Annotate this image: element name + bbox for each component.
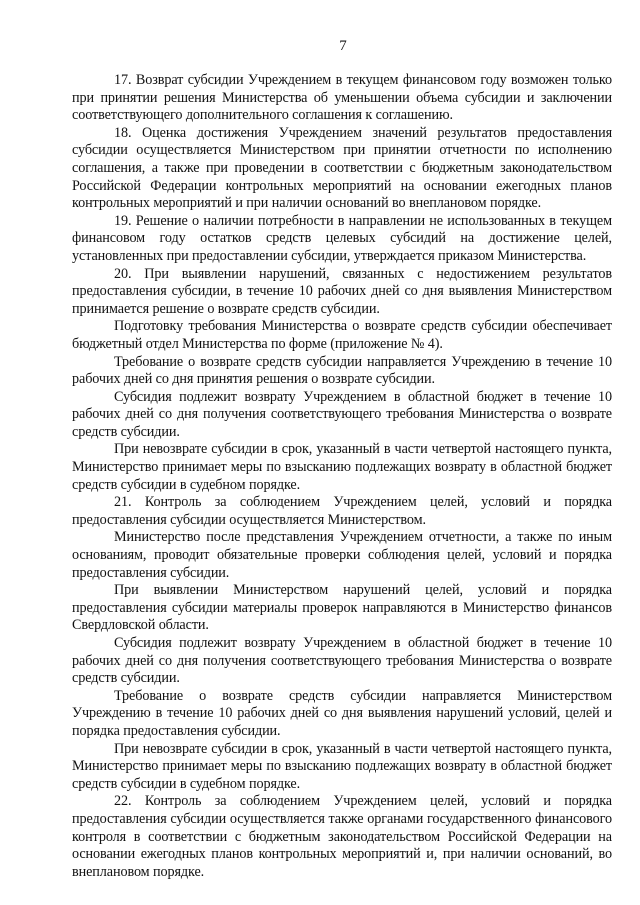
paragraph-20-part-2: Подготовку требования Министерства о возврате средств субсидии обеспечивает бюджетный отдел Министерства по форме (приложение № 4). <box>72 318 612 352</box>
paragraph-21: 21. Контроль за соблюдением Учреждением целей, условий и порядка предоставления субсидии осуществляется Министерством. <box>72 494 612 528</box>
paragraph-21-part-2: Министерство после представления Учреждением отчетности, а также по иным основаниям, проводит обязательные проверки соблюдения целей, условий и порядка предоставления субсидии. <box>72 529 612 581</box>
paragraph-20: 20. При выявлении нарушений, связанных с недостижением результатов предоставления субсидии, в течение 10 рабочих дней со дня выявления Министерством принимается решение о возврате средств субсидии. <box>72 265 612 317</box>
paragraph-20-part-4: Субсидия подлежит возврату Учреждением в областной бюджет в течение 10 рабочих дней со дня получения соответствующего требования Министерства о возврате средств субсидии. <box>72 388 612 440</box>
paragraph-22: 22. Контроль за соблюдением Учреждением целей, условий и порядка предоставления субсидии осуществляется также органами государственного финансового контроля в соответствии с бюджетным законодательством Российской Федерации на основании ежегодных планов контрольных мероприятий и, при наличии оснований, во внеплановом порядке. <box>72 793 612 880</box>
page-number: 7 <box>339 38 347 54</box>
paragraph-19: 19. Решение о наличии потребности в направлении не использованных в текущем финансовом году остатков средств целевых субсидий на достижение целей, установленных при предоставлении субсидии, утверждается приказом Министерства. <box>72 212 612 264</box>
paragraph-20-part-3: Требование о возврате средств субсидии направляется Учреждению в течение 10 рабочих дней со дня принятия решения о возврате субсидии. <box>72 353 612 388</box>
paragraph-17: 17. Возврат субсидии Учреждением в текущем финансовом году возможен только при принятии решения Министерства об уменьшении объема субсидии и заключении соответствующего дополнительного соглашения к соглашению. <box>72 72 612 124</box>
paragraph-18: 18. Оценка достижения Учреждением значений результатов предоставления субсидии осуществляется Министерством при принятии отчетности по исполнению соглашения, а также при проведении в соответствии с бюджетным законодательством Российской Федерации контрольных мероприятий на основании ежегодных планов контрольных мероприятий и при наличии оснований во внеплановом порядке. <box>72 124 612 212</box>
paragraph-21-part-5: Требование о возврате средств субсидии направляется Министерством Учреждению в течение 10 рабочих дней со дня выявления нарушений условий, целей и порядка предоставления субсидии. <box>72 687 612 739</box>
paragraph-20-part-5: При невозврате субсидии в срок, указанный в части четвертой настоящего пункта, Министерство принимает меры по взысканию подлежащих возврату в областной бюджет средств субсидии в судебном порядке. <box>72 441 612 493</box>
paragraph-21-part-4: Субсидия подлежит возврату Учреждением в областной бюджет в течение 10 рабочих дней со дня получения соответствующего требования Министерства о возврате средств субсидии. <box>72 635 612 687</box>
paragraph-21-part-3: При выявлении Министерством нарушений целей, условий и порядка предоставления субсидии материалы проверок направляются в Министерство финансов Свердловской области. <box>72 582 612 634</box>
document-body <box>72 72 612 881</box>
paragraph-21-part-6: При невозврате субсидии в срок, указанный в части четвертой настоящего пункта, Министерство принимает меры по взысканию подлежащих возврату в областной бюджет средств субсидии в судебном порядке. <box>72 740 612 792</box>
